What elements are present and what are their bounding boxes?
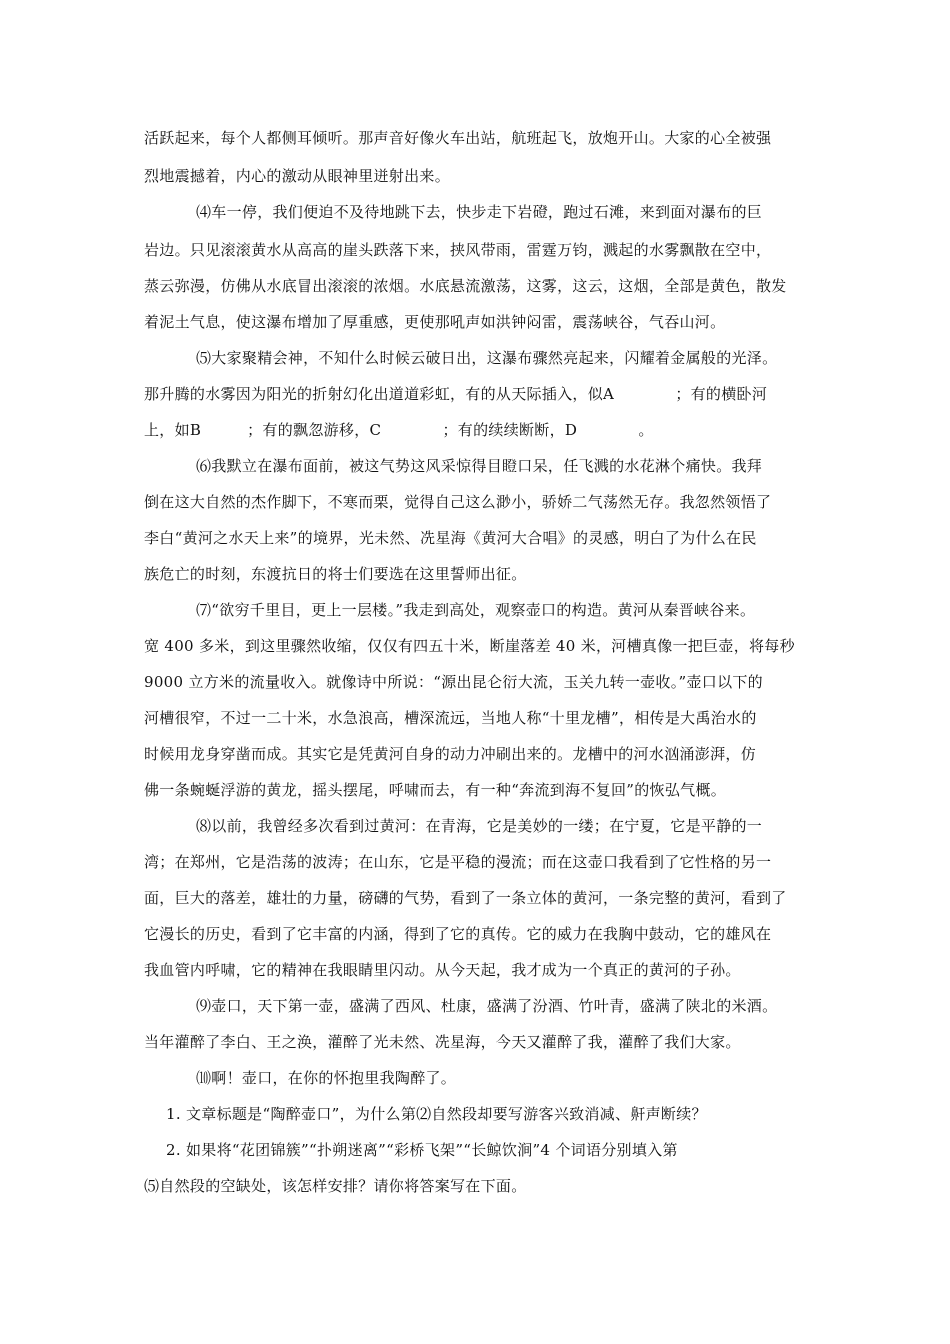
text-line: 蒸云弥漫，仿佛从水底冒出滚滚的浓烟。水底悬流激荡，这雾，这云，这烟，全部是黄色，散发 xyxy=(144,277,787,295)
paragraph-6-start: ⑹我默立在瀑布面前，被这气势这风采惊得目瞪口呆，任飞溅的水花淋个痛快。我拜 xyxy=(196,457,763,475)
text-line: 河槽很窄，不过一二十米，水急浪高，槽深流远，当地人称“十里龙槽”，相传是大禹治水的 xyxy=(144,709,757,727)
paragraph-7-start: ⑺“欲穷千里目，更上一层楼。”我走到高处，观察壶口的构造。黄河从秦晋峡谷来。 xyxy=(196,601,756,619)
text-line: 9000 立方米的流量收入。就像诗中所说：“源出昆仑衍大流，玉关九转一壶收。”壶口以下的 xyxy=(144,673,763,691)
text-line: 岩边。只见滚滚黄水从高高的崖头跌落下来，挟风带雨，雷霆万钧，溅起的水雾飘散在空中， xyxy=(144,241,772,259)
question-2: 2. 如果将“花团锦簇”“扑朔迷离”“彩桥飞架”“长鲸饮涧”4 个词语分别填入第 xyxy=(166,1141,678,1159)
text-line: 时候用龙身穿凿而成。其实它是凭黄河自身的动力冲刷出来的。龙槽中的河水汹涌澎湃，仿 xyxy=(144,745,757,763)
text-line: 它漫长的历史，看到了它丰富的内涵，得到了它的真传。它的威力在我胸中鼓动，它的雄风在 xyxy=(144,925,772,943)
text-line: 族危亡的时刻，东渡抗日的将士们要选在这里誓师出征。 xyxy=(144,565,527,583)
paragraph-5-start: ⑸大家聚精会神，不知什么时候云破日出，这瀑布骤然亮起来，闪耀着金属般的光泽。 xyxy=(196,349,778,367)
text-line: 湾；在郑州，它是浩荡的波涛；在山东，它是平稳的漫流；而在这壶口我看到了它性格的另一 xyxy=(144,853,772,871)
text-line: 那升腾的水雾因为阳光的折射幻化出道道彩虹，有的从天际插入，似A ；有的横卧河 xyxy=(144,385,768,403)
text-line: 我血管内呼啸，它的精神在我眼睛里闪动。从今天起，我才成为一个真正的黄河的子孙。 xyxy=(144,961,741,979)
text-line: 着泥土气息，使这瀑布增加了厚重感，更使那吼声如洪钟闷雷，震荡峡谷，气吞山河。 xyxy=(144,313,726,331)
text-line: 活跃起来，每个人都侧耳倾听。那声音好像火车出站，航班起飞，放炮开山。大家的心全被强 xyxy=(144,129,772,147)
question-2-continued: ⑸自然段的空缺处，该怎样安排？请你将答案写在下面。 xyxy=(144,1177,527,1195)
text-line: 烈地震撼着，内心的激动从眼神里迸射出来。 xyxy=(144,167,451,185)
text-line-with-blanks: 上，如B ；有的飘忽游移，C ；有的续续断断，D 。 xyxy=(144,421,654,439)
text-line: 宽 400 多米，到这里骤然收缩，仅仅有四五十米，断崖落差 40 米，河槽真像一把巨壶，将每秒 xyxy=(144,637,795,655)
text-line: 李白“黄河之水天上来”的境界，光未然、冼星海《黄河大合唱》的灵感，明白了为什么在民 xyxy=(144,529,757,547)
text-line: 佛一条蜿蜒浮游的黄龙，摇头摆尾，呼啸而去，有一种“奔流到海不复回”的恢弘气概。 xyxy=(144,781,727,799)
paragraph-8-start: ⑻以前，我曾经多次看到过黄河：在青海，它是美妙的一缕；在宁夏，它是平静的一 xyxy=(196,817,763,835)
text-line: 当年灌醉了李白、王之涣，灌醉了光未然、冼星海，今天又灌醉了我，灌醉了我们大家。 xyxy=(144,1033,741,1051)
text-line: 倒在这大自然的杰作脚下，不寒而栗，觉得自己这么渺小，骄娇二气荡然无存。我忽然领悟了 xyxy=(144,493,772,511)
paragraph-4-start: ⑷车一停，我们便迫不及待地跳下去，快步走下岩磴，跑过石滩，来到面对瀑布的巨 xyxy=(196,203,763,221)
question-1: 1. 文章标题是“陶醉壶口”，为什么第⑵自然段却要写游客兴致消减、鼾声断续？ xyxy=(166,1105,707,1123)
paragraph-10: ⑽啊！壶口，在你的怀抱里我陶醉了。 xyxy=(196,1069,457,1087)
paragraph-9-start: ⑼壶口，天下第一壶，盛满了西风、杜康，盛满了汾酒、竹叶青，盛满了陕北的米酒。 xyxy=(196,997,778,1015)
text-line: 面，巨大的落差，雄壮的力量，磅礴的气势，看到了一条立体的黄河，一条完整的黄河，看到了 xyxy=(144,889,787,907)
